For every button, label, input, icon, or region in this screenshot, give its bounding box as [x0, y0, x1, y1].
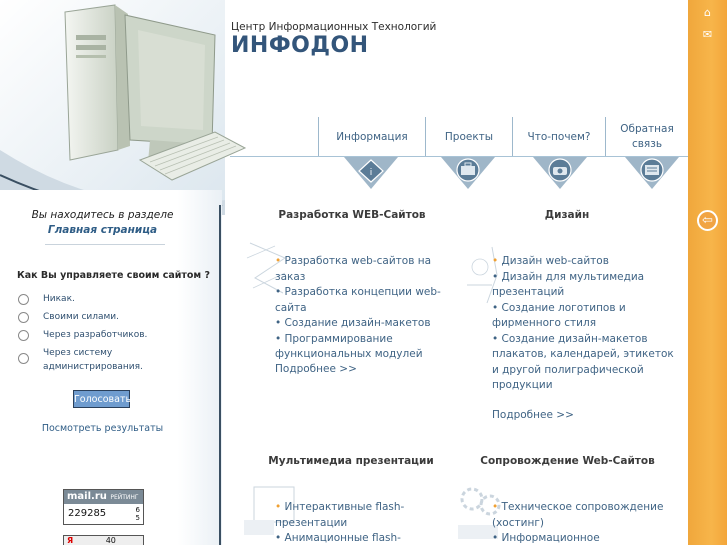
left-panel-border — [219, 205, 221, 545]
list-item[interactable] — [492, 254, 677, 270]
counter-tag: РЕЙТИНГ — [110, 494, 139, 501]
poll-radio-4[interactable] — [18, 353, 29, 364]
phone-icon[interactable] — [533, 157, 587, 191]
bullet-icon: • — [492, 501, 499, 513]
mailru-rating-counter[interactable] — [63, 489, 144, 525]
list-item-text: Техническое сопровождение (хостинг) — [492, 501, 664, 529]
block-title-multimedia: Мультимедиа презентации — [268, 455, 434, 467]
block-list-design — [492, 254, 677, 394]
list-item[interactable]: • Разработка концепции web-сайта — [275, 286, 441, 314]
brand-subtitle: Центр Информационных Технологий — [231, 21, 437, 33]
poll-option-label: Никак. — [43, 294, 75, 304]
bullet-icon: • — [275, 255, 282, 267]
list-item[interactable]: • Создание дизайн-макетов — [275, 317, 431, 329]
list-item-text: Программирование функциональных модулей — [275, 332, 423, 360]
right-sidebar — [688, 0, 727, 545]
poll-option — [18, 346, 163, 374]
brand-title: ИНФОДОН — [231, 33, 369, 58]
list-item-text: Создание дизайн-макетов — [284, 317, 431, 329]
poll-question: Как Вы управляете своим сайтом ? — [17, 270, 211, 281]
bullet-icon: • — [492, 255, 499, 267]
list-item[interactable] — [275, 500, 425, 531]
block-title-design: Дизайн — [544, 209, 590, 221]
poll-radio-2[interactable] — [18, 312, 29, 323]
list-item-text: Разработка концепции web-сайта — [275, 286, 441, 314]
list-item[interactable]: • Анимационные flash- — [275, 532, 401, 544]
poll-radio-3[interactable] — [18, 330, 29, 341]
info-icon[interactable] — [344, 157, 398, 191]
poll-option-label: Своими силами. — [43, 312, 120, 322]
counter-header — [64, 490, 143, 504]
main-nav — [318, 117, 688, 157]
mail-icon[interactable]: ✉ — [702, 28, 713, 41]
current-section-link[interactable]: Главная страница — [47, 224, 158, 236]
poll-option-label: Через систему администрирования. — [43, 348, 143, 372]
list-item[interactable]: • Дизайн для мультимедиа презентаций — [492, 270, 645, 298]
block-title-support: Сопровождение Web-Сайтов — [480, 455, 655, 467]
poll-option — [18, 328, 163, 342]
list-item-text: Анимационные flash- — [284, 532, 401, 544]
poll-results-link[interactable]: Посмотреть результаты — [41, 423, 164, 434]
divider — [45, 244, 165, 245]
poll-option — [18, 292, 163, 306]
poll-option — [18, 310, 163, 324]
list-item[interactable] — [275, 254, 457, 285]
list-item-text: Разработка web-сайтов на заказ — [275, 255, 432, 283]
list-item-text: Создание дизайн-макетов плакатов, календарей, этикеток и другой полиграфической продукции — [492, 332, 674, 391]
yandex-logo-icon: Я — [67, 536, 74, 545]
list-item-text: Интерактивные flash-презентации — [275, 501, 405, 529]
more-link-web-dev[interactable]: Подробнее >> — [275, 363, 357, 375]
back-arrow-icon[interactable]: ⇦ — [697, 210, 718, 231]
list-item[interactable]: • Создание дизайн-макетов плакатов, календарей, этикеток и другой полиграфической продукции — [492, 332, 674, 391]
poll-option-label: Через разработчиков. — [43, 330, 148, 340]
list-item-text: Дизайн web-сайтов — [501, 255, 609, 267]
list-item-text: Дизайн для мультимедиа презентаций — [492, 270, 645, 298]
block-title-web-dev: Разработка WEB-Сайтов — [278, 209, 426, 221]
list-item[interactable]: • Создание логотипов и фирменного стиля — [492, 301, 626, 329]
svg-text:i: i — [369, 168, 373, 178]
nav-item-label: Обратная связь — [620, 123, 674, 150]
section-caption: Вы находитесь в разделе — [31, 209, 174, 221]
nav-item-feedback[interactable] — [606, 117, 688, 157]
nav-item-label: Информация — [336, 130, 408, 143]
block-list-web-dev — [275, 254, 457, 363]
more-link-design[interactable]: Подробнее >> — [492, 409, 574, 421]
bullet-icon: • — [275, 501, 282, 513]
block-list-multimedia — [275, 500, 425, 545]
nav-item-label: Что-почем? — [527, 130, 591, 143]
briefcase-icon[interactable] — [441, 157, 495, 191]
nav-item-label: Проекты — [444, 130, 494, 143]
counter-logo-text: mail.ru — [67, 491, 107, 502]
list-item[interactable] — [492, 500, 677, 531]
nav-item-projects[interactable] — [426, 117, 512, 157]
home-icon[interactable]: ⌂ — [704, 6, 711, 19]
list-item[interactable]: • Программирование функциональных модулей — [275, 332, 423, 360]
feedback-icon[interactable] — [625, 157, 679, 191]
counter-value: 229285 — [68, 508, 107, 519]
yandex-counter-value: 40 — [105, 536, 116, 545]
list-item-text: Создание логотипов и фирменного стиля — [492, 301, 626, 329]
block-list-support — [492, 500, 677, 545]
poll-radio-1[interactable] — [18, 294, 29, 305]
list-item-text: Информационное — [501, 532, 600, 544]
yandex-counter[interactable] — [63, 535, 144, 545]
list-item[interactable]: • Информационное — [492, 532, 600, 544]
nav-item-prices[interactable] — [513, 117, 605, 157]
vote-button[interactable]: Голосовать — [73, 390, 130, 408]
nav-item-info[interactable] — [319, 117, 425, 157]
counter-side: 6 5 — [135, 506, 140, 522]
